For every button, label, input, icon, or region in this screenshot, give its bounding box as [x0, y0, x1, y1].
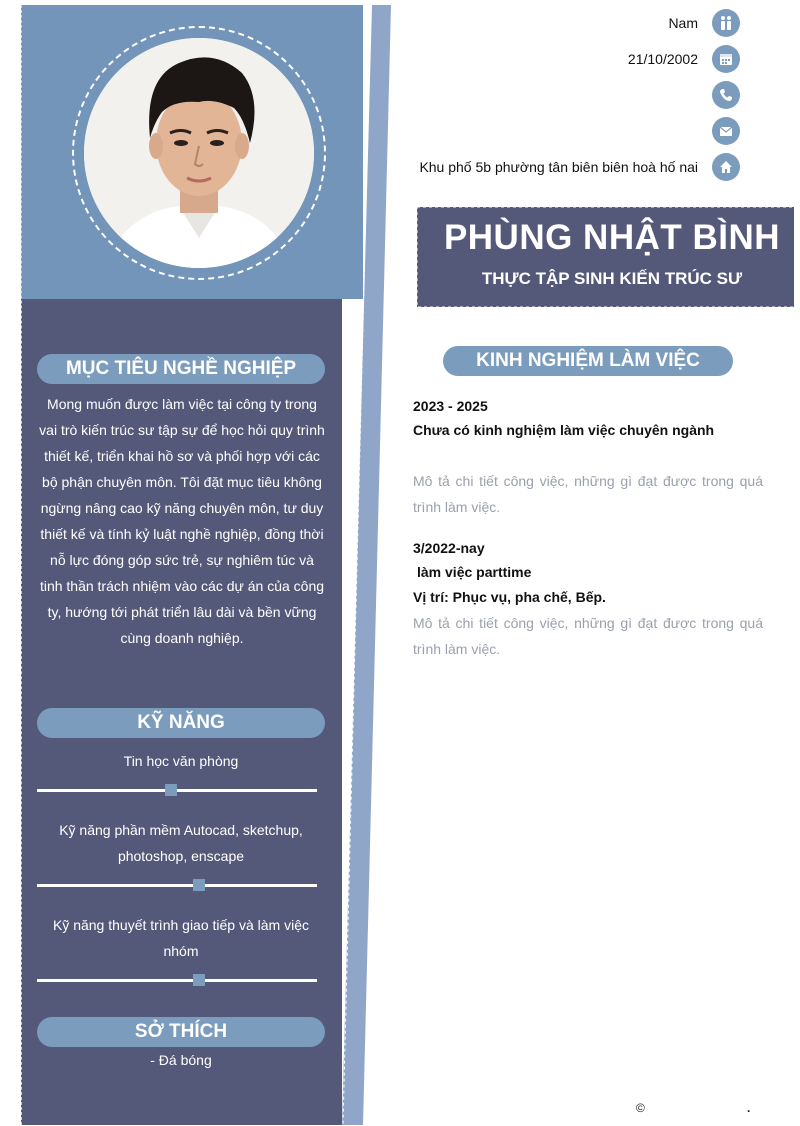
skills-title: KỸ NĂNG [37, 708, 325, 738]
skill-level-marker [193, 974, 205, 986]
sidebar-border [21, 5, 22, 1125]
candidate-name: PHÙNG NHẬT BÌNH [443, 218, 781, 257]
skill-level-marker [193, 879, 205, 891]
contact-address [419, 152, 740, 182]
experience-title: KINH NGHIỆM LÀM VIỆC [443, 346, 733, 376]
skill-bar [37, 789, 317, 792]
people-icon [712, 9, 740, 37]
hobby-item: - Đá bóng [150, 1052, 212, 1068]
career-objective-text: Mong muốn được làm việc tại công ty trong vai trò kiến trúc sư tập sự để học hỏi quy trình thiết kế, triển khai hồ sơ và phối hợp với các bộ phận chuyên môn. Tôi đặt mục tiêu không ngừng nâng cao kỹ năng chuyên môn, tư duy thiết kế và tính kỷ luật nghề nghiệp, đồng thời nỗ lực đóng góp sức trẻ, sự nghiêm túc và tinh thần trách nhiệm vào các dự án của công ty, hướng tới phát triển lâu dài và bền vững cùng doanh nghiệp. [39, 396, 325, 646]
career-objective-title: MỤC TIÊU NGHỀ NGHIỆP [37, 354, 325, 384]
birthday-text: 21/10/2002 [627, 51, 698, 67]
calendar-icon [712, 45, 740, 73]
gender-text: Nam [668, 15, 698, 31]
skill-name: Tin học văn phòng [123, 753, 239, 769]
experience-period: 3/2022-nay [413, 540, 485, 556]
skill-bar [37, 884, 317, 887]
contact-birthday [628, 44, 740, 74]
address-text: Khu phố 5b phường tân biên biên hoà hố nai [419, 159, 698, 175]
hobbies-title: SỞ THÍCH [37, 1017, 325, 1047]
experience-description: Mô tả chi tiết công việc, những gì đạt được trong quá trình làm việc. [413, 473, 763, 515]
profile-photo [84, 38, 314, 268]
phone-icon [712, 81, 740, 109]
experience-heading: làm việc parttime [417, 564, 532, 580]
experience-position: Vị trí: Phục vụ, pha chế, Bếp. [413, 589, 606, 605]
mail-icon [712, 117, 740, 145]
experience-heading: Chưa có kinh nghiệm làm việc chuyên ngành [413, 422, 715, 438]
home-icon [712, 153, 740, 181]
contact-email [698, 116, 740, 146]
skill-bar [37, 979, 317, 982]
experience-description: Mô tả chi tiết công việc, những gì đạt được trong quá trình làm việc. [413, 615, 763, 657]
skill-level-marker [165, 784, 177, 796]
footer-dot: . [747, 1101, 751, 1115]
experience-period: 2023 - 2025 [413, 398, 488, 414]
candidate-role: THỰC TẬP SINH KIẾN TRÚC SƯ [481, 269, 743, 288]
skill-name: Kỹ năng thuyết trình giao tiếp và làm việc nhóm [52, 917, 310, 959]
contact-gender [668, 8, 740, 38]
contact-phone [698, 80, 740, 110]
skill-name: Kỹ năng phần mềm Autocad, sketchup, photoshop, enscape [59, 822, 303, 864]
copyright-symbol: © [636, 1101, 645, 1115]
